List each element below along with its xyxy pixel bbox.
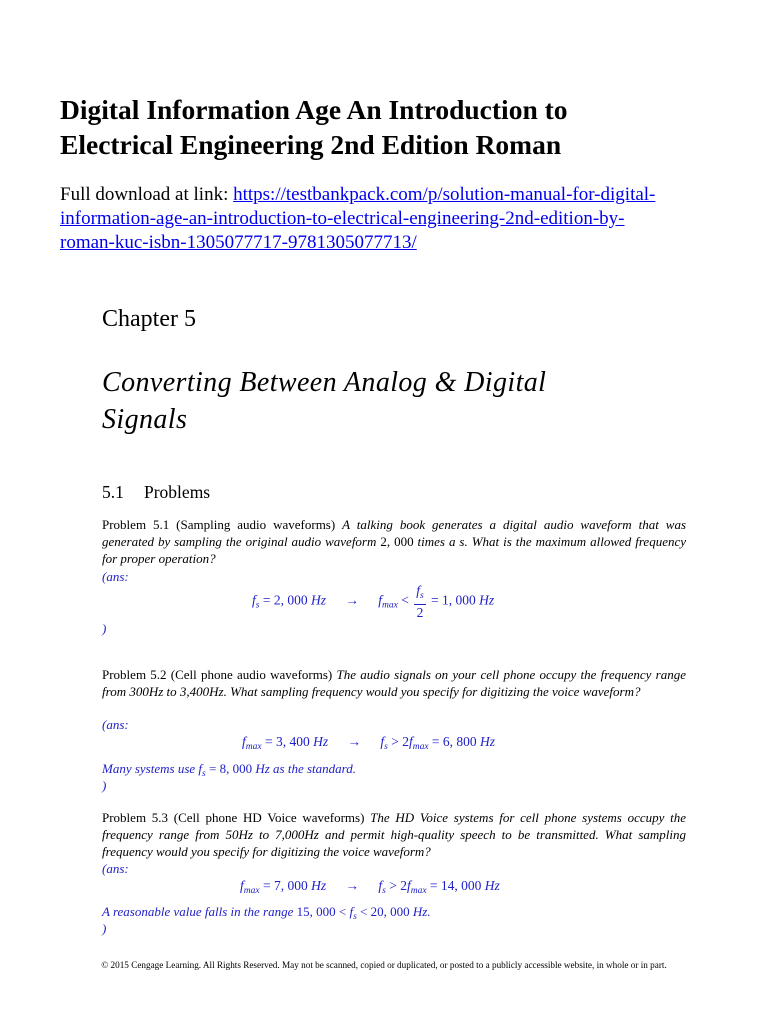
problem-5-2 <box>102 666 686 700</box>
title-line-2: Electrical Engineering 2nd Edition Roman <box>60 129 562 160</box>
copyright-footer: © 2015 Cengage Learning. All Rights Reserved. May not be scanned, copied or duplicated, or posted to a publicly accessible website, in whole or in part. <box>101 960 667 970</box>
answer-note: A reasonable value falls in the range 15, $000 < f_s < 20$, 000 Hz. <box>102 904 431 922</box>
section-title: Problems <box>144 482 211 502</box>
title-line-1: Digital Information Age An Introduction to <box>60 94 568 125</box>
answer-note: Many systems use $f_s = 8$, 000 Hz as the standard. <box>102 761 356 779</box>
section-number: 5.1 <box>102 482 124 502</box>
problem-text: The HD Voice systems for cell phone systems occupy the frequency range from 50Hz to 7,000Hz and permit high-quality speech to be transmitted. What sampling frequency would you specify for digitizing the voice waveform? <box>102 810 686 859</box>
download-paragraph <box>60 183 740 255</box>
problem-name: Problem 5.1 (Sampling audio waveforms) <box>102 517 336 532</box>
answer-close: ) <box>102 621 107 636</box>
answer-open: (ans: <box>102 861 129 876</box>
download-prefix: Full download at link: <box>60 184 234 205</box>
download-link[interactable]: https://testbankpack.com/p/solution-manual-for-digital- information-age-an-introduction-to-electrical-engineering-2nd-edition-by- roman-kuc-isbn-1305077717-9781305077713/ <box>60 184 656 253</box>
fraction: $\frac{f_s}{2}$ <box>416 583 424 620</box>
document-title <box>60 92 740 162</box>
problem-name: Problem 5.3 (Cell phone HD Voice waveforms) <box>102 810 365 825</box>
problem-5-1 <box>102 516 686 567</box>
answer-open: (ans: <box>102 569 129 584</box>
equation-5-3: $f_{max} = 7$, 000 $Hz \to f_s > 2f_{max} = 14$, 000 Hz <box>240 878 500 896</box>
problem-5-3 <box>102 809 686 860</box>
equation-5-2: $f_{max} = 3$, 400 $Hz \to f_s > 2f_{max} = 6$, 800 Hz <box>242 734 496 752</box>
equation-5-1: $f_s = 2$, 000 $Hz \to f_{max}$ < $\frac{f_s}{2}$ = 1, 000 Hz <box>252 583 495 620</box>
chapter-title: Converting Between Analog & Digital Signals <box>102 367 547 435</box>
chapter-label: Chapter 5 <box>102 306 196 332</box>
answer-close: ) <box>102 778 107 793</box>
problem-text: A talking book generates a digital audio waveform that was generated by sampling the original audio waveform 2, 000 times a s. What is the maximum allowed frequency for proper operation? <box>102 517 687 566</box>
answer-close: ) <box>102 921 107 936</box>
answer-open: (ans: <box>102 717 129 732</box>
problem-text: The audio signals on your cell phone occupy the frequency range from 300Hz to 3,400Hz. What sampling frequency would you specify for digitizing the voice waveform? <box>102 667 687 699</box>
problem-name: Problem 5.2 (Cell phone audio waveforms) <box>102 667 333 682</box>
section-heading <box>102 482 210 503</box>
